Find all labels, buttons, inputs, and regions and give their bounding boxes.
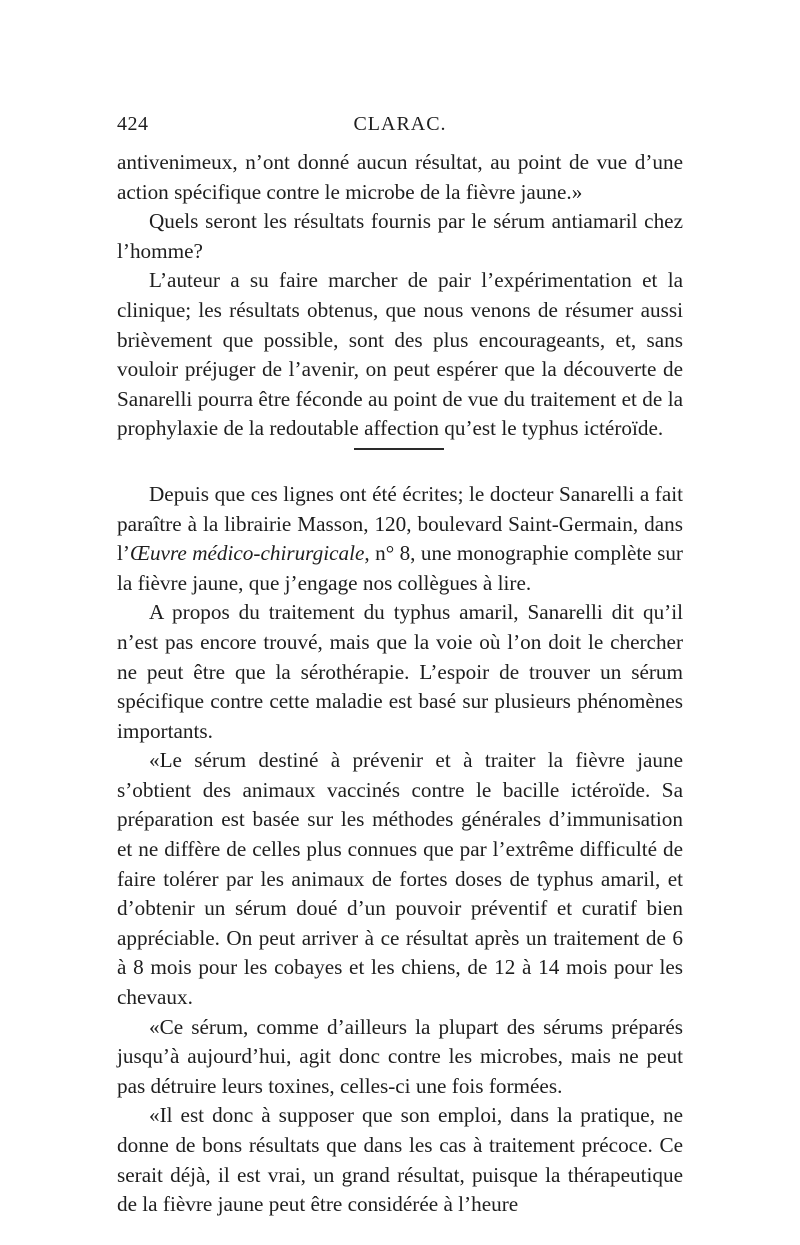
paragraph-addendum	[117, 480, 683, 598]
addendum-text-start: Depuis que ces lignes ont été écrites; le docteur Sanarelli a fait paraître à la librairie Masson, 120, boulevard Saint-Germain, dans l’	[117, 481, 683, 566]
quoted-paragraph: «Il est donc à supposer que son emploi, dans la pratique, ne donne de bons résultats que dans les cas à traitement précoce. Ce serait déjà, il est vrai, un grand résultat, puisque la thérapeutique de la fièvre jaune peut être considérée à l’heure	[117, 1103, 683, 1217]
publication-title: Œuvre médico-chirurgicale	[129, 541, 365, 566]
quoted-paragraph: «Le sérum destiné à prévenir et à traiter la fièvre jaune s’obtient des animaux vaccinés contre le bacille ictéroïde. Sa préparation est basée sur les méthodes générales d’immunisation et ne diffère de celles plus connues que par l’extrême difficulté de faire tolérer par les animaux de fortes doses de typhus amaril, et d’obtenir un sérum doué d’un pouvoir préventif et curatif bien appréciable. On peut arriver à ce résultat après un traitement de 6 à 8 mois pour les cobayes et les chiens, de 12 à 14 mois pour les chevaux.	[117, 748, 683, 1010]
addendum-text-end: , n° 8, une monographie complète sur la fièvre jaune, que j’engage nos collègues à lire.	[117, 541, 683, 595]
running-title: CLARAC.	[353, 113, 447, 135]
horizontal-rule	[354, 448, 444, 450]
quoted-paragraph: «Ce sérum, comme d’ailleurs la plupart des sérums préparés jusqu’à aujourd’hui, agit donc contre les microbes, mais ne peut pas détruire leurs toxines, celles-ci une fois formées.	[117, 1014, 683, 1098]
paragraph: A propos du traitement du typhus amaril, Sanarelli dit qu’il n’est pas encore trouvé, mais que la voie où l’on doit le chercher ne peut être que la sérothérapie. L’espoir de trouver un sérum spécifique contre cette maladie est basé sur plusieurs phénomènes importants.	[117, 600, 683, 743]
paragraph-continuation: antivenimeux, n’ont donné aucun résultat, au point de vue d’une action spécifique contre le microbe de la fièvre jaune.»	[117, 150, 683, 204]
running-head	[117, 113, 683, 141]
page-number: 424	[117, 113, 149, 135]
paragraph: Quels seront les résultats fournis par le sérum antiamaril chez l’homme?	[117, 209, 683, 263]
paragraph: L’auteur a su faire marcher de pair l’expérimentation et la clinique; les résultats obtenus, que nous venons de résumer aussi brièvement que possible, sont des plus encourageants, et, sans vouloir préjuger de l’avenir, on peut espérer que la découverte de Sanarelli pourra être féconde au point de vue du traitement et de la prophylaxie de la redoutable affection qu’est le typhus ictéroïde.	[117, 268, 683, 441]
body-text	[117, 148, 683, 1220]
section-divider	[117, 444, 683, 480]
